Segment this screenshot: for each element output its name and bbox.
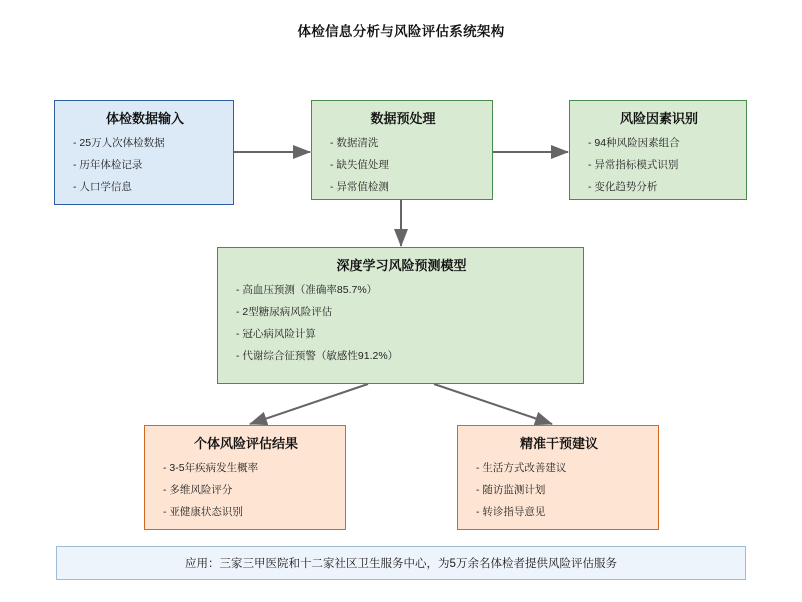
node-item: - 25万人次体检数据 [73,136,165,149]
node-item: - 历年体检记录 [73,158,143,171]
node-data-input[interactable] [54,100,234,205]
node-intervention[interactable] [457,425,659,530]
node-item: - 异常值检测 [330,180,389,193]
node-item: - 亚健康状态识别 [163,505,243,518]
edge-model-to-intervention [434,384,552,424]
node-item: - 变化趋势分析 [588,180,658,193]
node-item: - 转诊指导意见 [476,505,546,518]
node-title: 数据预处理 [370,111,436,126]
node-deep-learning-model[interactable] [217,247,584,384]
node-item: - 代谢综合征预警（敏感性91.2%） [236,350,399,363]
application-footer: 应用：三家三甲医院和十二家社区卫生服务中心，为5万余名体检者提供风险评估服务 [56,546,746,580]
node-item: - 冠心病风险计算 [236,327,316,340]
node-title: 风险因素识别 [619,111,698,126]
node-preprocessing[interactable] [311,100,493,200]
node-item: - 生活方式改善建议 [476,461,567,474]
node-item: - 2型糖尿病风险评估 [236,305,333,318]
node-title: 个体风险评估结果 [193,436,298,451]
node-item: - 3-5年疾病发生概率 [163,461,259,474]
node-item: - 人口学信息 [73,180,132,193]
node-item: - 高血压预测（准确率85.7%） [236,283,378,296]
node-title: 精准干预建议 [519,436,598,451]
node-title: 体检数据输入 [105,111,184,126]
node-item: - 94种风险因素组合 [588,136,680,149]
node-risk-factor[interactable] [569,100,747,200]
node-item: - 缺失值处理 [330,158,389,171]
page-title: 体检信息分析与风险评估系统架构 [297,24,505,39]
edge-model-to-result [250,384,368,424]
node-title: 深度学习风险预测模型 [336,258,467,273]
node-risk-result[interactable] [144,425,346,530]
node-item: - 随访监测计划 [476,483,546,496]
node-item: - 数据清洗 [330,136,379,149]
node-item: - 异常指标模式识别 [588,158,679,171]
node-item: - 多维风险评分 [163,483,233,496]
